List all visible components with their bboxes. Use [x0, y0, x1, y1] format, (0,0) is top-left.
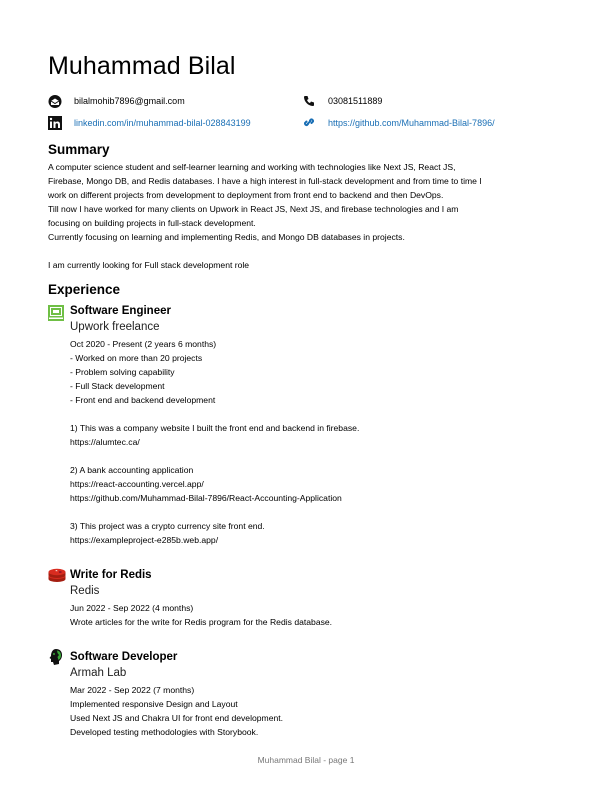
phone-text: 03081511889	[328, 96, 383, 106]
job-line: 3) This project was a crypto currency site front end.	[70, 521, 265, 531]
contact-github	[302, 116, 495, 130]
job-title: Software Developer	[70, 651, 178, 663]
job-dates: Mar 2022 - Sep 2022 (7 months)	[70, 685, 195, 695]
job-title: Write for Redis	[70, 569, 152, 581]
summary-line: I am currently looking for Full stack development role	[48, 260, 250, 270]
job-line: - Front end and backend development	[70, 395, 216, 405]
job-dates: Oct 2020 - Present (2 years 6 months)	[70, 339, 217, 349]
job-line: Wrote articles for the write for Redis program for the Redis database.	[70, 617, 333, 627]
summary-line	[48, 244, 568, 258]
contact-phone	[302, 94, 382, 108]
linkedin-link[interactable]: linkedin.com/in/muhammad-bilal-028843199	[74, 118, 251, 128]
envelope-icon	[48, 94, 62, 108]
summary-line: focusing on building projects in full-stack development.	[48, 218, 256, 228]
phone-icon	[302, 94, 316, 108]
job-line	[70, 449, 359, 463]
summary-line: A computer science student and self-learner learning and working with technologies like Next JS, React JS,	[48, 162, 456, 172]
job-details	[70, 683, 283, 739]
job-details	[70, 337, 359, 547]
experience-heading: Experience	[48, 282, 121, 297]
candidate-name: Muhammad Bilal	[48, 52, 236, 80]
contact-email	[48, 94, 185, 108]
job-line: 1) This was a company website I built the front end and backend in firebase.	[70, 423, 360, 433]
company-name: Upwork freelance	[70, 321, 160, 333]
page-footer: Muhammad Bilal - page 1	[257, 755, 355, 765]
job-line: Developed testing methodologies with Storybook.	[70, 727, 259, 737]
job-line: Implemented responsive Design and Layout	[70, 699, 238, 709]
summary-line: Till now I have worked for many clients on Upwork in React JS, Next JS, and firebase technologies and I am	[48, 204, 459, 214]
job-line	[70, 505, 359, 519]
job-line: - Full Stack development	[70, 381, 165, 391]
job-details	[70, 601, 332, 629]
linkedin-icon	[48, 116, 62, 130]
github-link[interactable]: https://github.com/Muhammad-Bilal-7896/	[328, 118, 495, 128]
job-line: 2) A bank accounting application	[70, 465, 194, 475]
summary-line: work on different projects from development to deployment from front end to backend and then DevOps.	[48, 190, 444, 200]
project-url[interactable]: https://alumtec.ca/	[70, 437, 140, 447]
project-url[interactable]: https://github.com/Muhammad-Bilal-7896/React-Accounting-Application	[70, 493, 342, 503]
redis-logo-icon	[48, 568, 64, 584]
job-dates: Jun 2022 - Sep 2022 (4 months)	[70, 603, 194, 613]
summary-line: Firebase, Mongo DB, and Redis databases. I have a high interest in full-stack development and from time to time I	[48, 176, 482, 186]
company-name: Redis	[70, 585, 100, 597]
job-line: - Problem solving capability	[70, 367, 175, 377]
job-line: Used Next JS and Chakra UI for front end development.	[70, 713, 284, 723]
armah-lab-logo-icon	[48, 648, 64, 664]
contact-linkedin	[48, 116, 251, 130]
job-title: Software Engineer	[70, 305, 171, 317]
upwork-laptop-icon	[48, 305, 64, 321]
job-line	[70, 407, 359, 421]
summary-text	[48, 160, 568, 272]
project-url[interactable]: https://react-accounting.vercel.app/	[70, 479, 204, 489]
link-icon	[302, 116, 316, 130]
summary-line: Currently focusing on learning and implementing Redis, and Mongo DB databases in projects.	[48, 232, 405, 242]
company-name: Armah Lab	[70, 667, 127, 679]
email-text[interactable]: bilalmohib7896@gmail.com	[74, 96, 185, 106]
job-line: - Worked on more than 20 projects	[70, 353, 203, 363]
project-url[interactable]: https://exampleproject-e285b.web.app/	[70, 535, 219, 545]
summary-heading: Summary	[48, 142, 110, 157]
